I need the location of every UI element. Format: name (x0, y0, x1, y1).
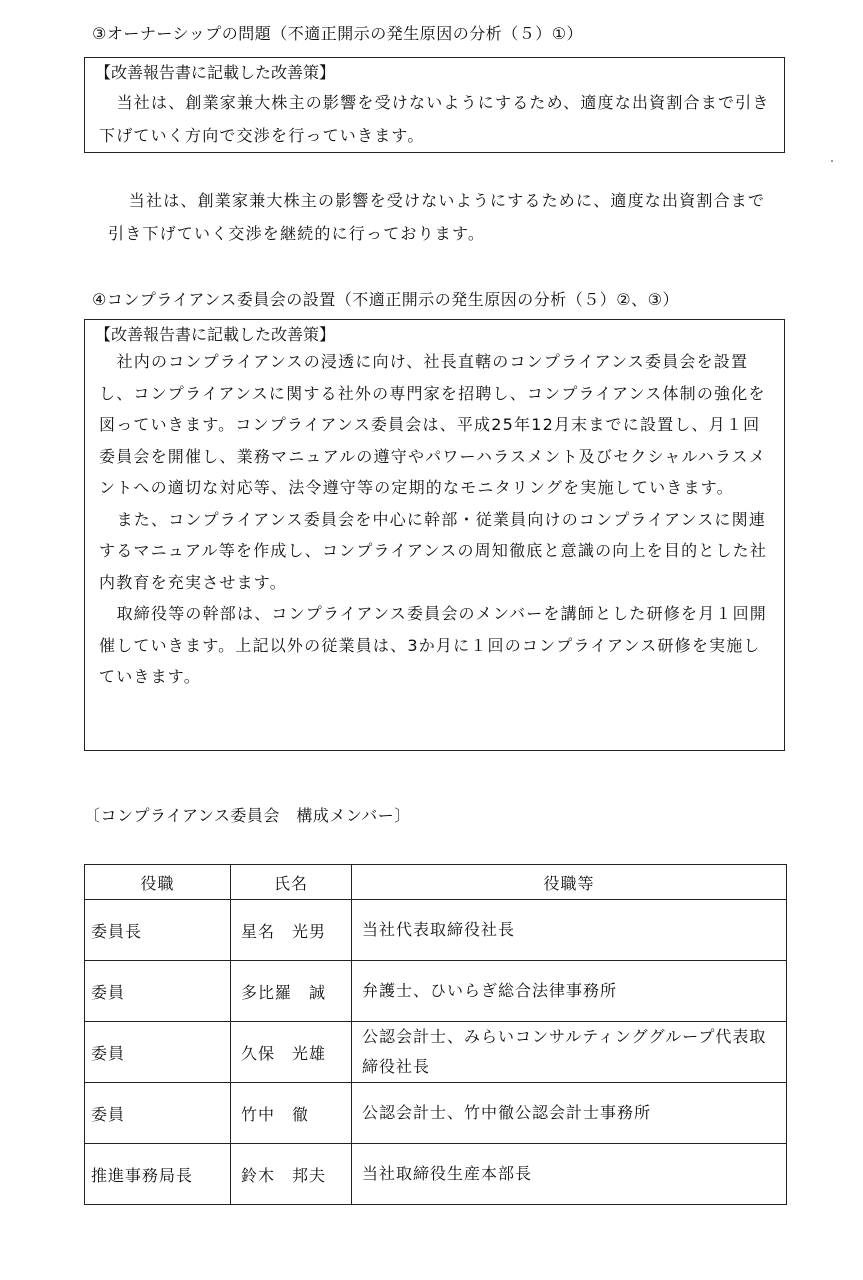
member-title: 公認会計士、竹中徹公認会計士事務所 (352, 1083, 787, 1144)
table-row (85, 900, 787, 961)
member-name: 多比羅 誠 (231, 961, 352, 1022)
box-paragraph: また、コンプライアンス委員会を中心に幹部・従業員向けのコンプライアンスに関連するマニュアル等を作成し、コンプライアンスの周知徹底と意識の向上を目的とした社内教育を充実させます。 (99, 509, 768, 592)
improvement-box-ownership (84, 57, 785, 153)
member-role: 委員 (85, 1022, 231, 1083)
status-paragraph: 当社は、創業家兼大株主の影響を受けないようにするために、適度な出資割合まで引き下げていく交渉を継続的に行っております。 (108, 191, 766, 243)
member-name: 竹中 徹 (231, 1083, 352, 1144)
section-3-heading: ③オーナーシップの問題（不適正開示の発生原因の分析（５）①） (92, 24, 584, 43)
member-role: 委員 (85, 961, 231, 1022)
scan-speck (831, 160, 833, 162)
table-row (85, 1022, 787, 1083)
box-paragraph: 取締役等の幹部は、コンプライアンス委員会のメンバーを講師とした研修を月１回開催していきます。上記以外の従業員は、3か月に１回のコンプライアンス研修を実施していきます。 (99, 604, 767, 686)
member-role: 委員長 (85, 900, 231, 961)
committee-members-table (84, 864, 787, 1205)
member-name: 星名 光男 (231, 900, 352, 961)
box-paragraph: 社内のコンプライアンスの浸透に向け、社長直轄のコンプライアンス委員会を設置し、コンプライアンスに関する社外の専門家を招聘し、コンプライアンス体制の強化を図っていきます。コンプライアンス委員会は、平成25年12月末までに設置し、月１回委員会を開催し、業務マニュアルの遵守やパワーハラスメント及びセクシャルハラスメントへの適切な対応等、法令遵守等の定期的なモニタリングを実施していきます。 (99, 352, 766, 497)
member-title: 弁護士、ひいらぎ総合法律事務所 (352, 961, 787, 1022)
box-paragraph: 当社は、創業家兼大株主の影響を受けないようにするため、適度な出資割合まで引き下げていく方向で交渉を行っていきます。 (99, 93, 770, 145)
box-title: 【改善報告書に記載した改善策】 (95, 63, 336, 82)
header-title: 役職等 (352, 865, 787, 900)
table-row (85, 1083, 787, 1144)
header-role: 役職 (85, 865, 231, 900)
member-name: 鈴木 邦夫 (231, 1144, 352, 1205)
member-title: 当社取締役生産本部長 (352, 1144, 787, 1205)
member-role: 委員 (85, 1083, 231, 1144)
table-caption: 〔コンプライアンス委員会 構成メンバー〕 (84, 806, 411, 825)
table-row (85, 1144, 787, 1205)
member-title: 当社代表取締役社長 (352, 900, 787, 961)
member-role: 推進事務局長 (85, 1144, 231, 1205)
table-row (85, 961, 787, 1022)
improvement-box-compliance (84, 319, 785, 751)
section-4-heading: ④コンプライアンス委員会の設置（不適正開示の発生原因の分析（５）②、③） (92, 290, 679, 309)
header-name: 氏名 (231, 865, 352, 900)
box-title: 【改善報告書に記載した改善策】 (95, 325, 336, 344)
member-title: 公認会計士、みらいコンサルティンググループ代表取締役社長 (352, 1022, 787, 1083)
table-header-row (85, 865, 787, 900)
member-name: 久保 光雄 (231, 1022, 352, 1083)
